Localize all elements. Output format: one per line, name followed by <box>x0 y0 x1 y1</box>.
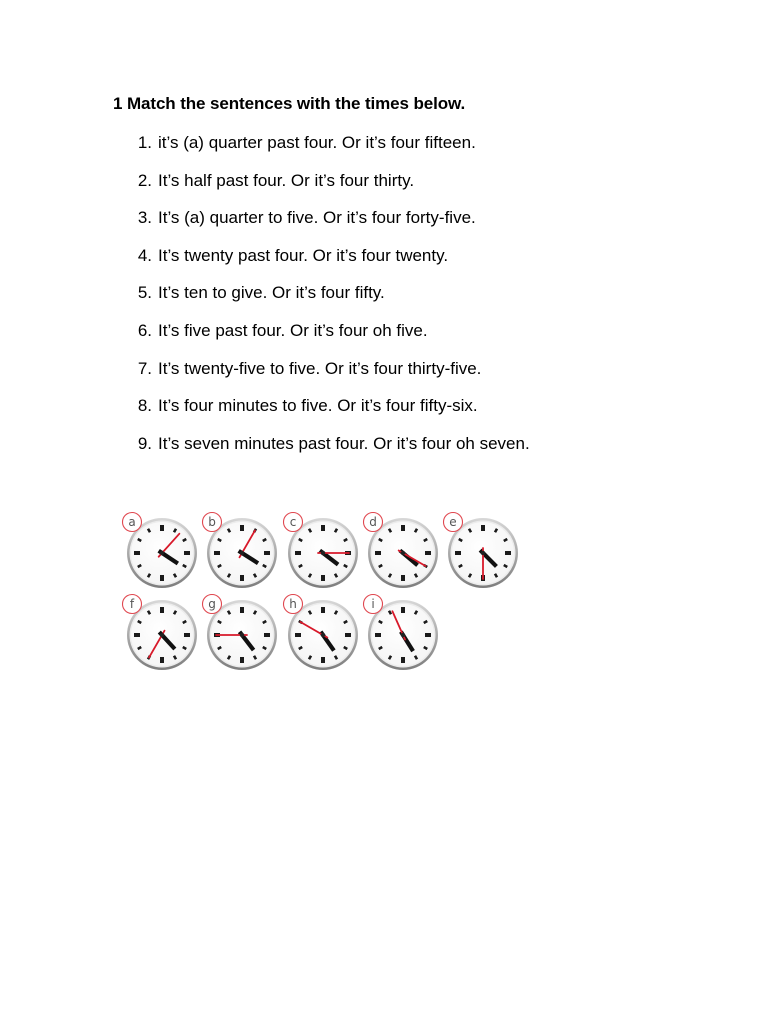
hour-marker <box>495 574 497 577</box>
clock-icon <box>125 515 199 589</box>
center-pin <box>160 551 164 555</box>
clock-icon <box>205 597 279 671</box>
hour-marker <box>174 574 176 577</box>
sentence-text: It’s ten to give. Or it’s four fifty. <box>158 283 385 303</box>
hour-marker <box>174 611 176 614</box>
hour-marker <box>183 621 186 623</box>
hour-marker <box>344 621 347 623</box>
hour-marker <box>309 574 311 577</box>
hour-marker <box>218 647 221 649</box>
hour-marker <box>174 529 176 532</box>
clock-icon <box>125 597 199 671</box>
hour-marker <box>263 621 266 623</box>
center-pin <box>321 633 325 637</box>
center-pin <box>240 551 244 555</box>
sentence-number: 3. <box>137 208 152 228</box>
hour-marker <box>309 529 311 532</box>
exercise-heading: 1 Match the sentences with the times below. <box>113 94 466 113</box>
sentence-number: 5. <box>137 283 152 303</box>
hour-marker <box>263 539 266 541</box>
hour-marker <box>148 529 150 532</box>
hour-marker <box>183 539 186 541</box>
sentence-number: 9. <box>137 433 152 453</box>
center-pin <box>401 633 405 637</box>
center-pin <box>240 633 244 637</box>
hour-marker <box>218 621 221 623</box>
hour-marker <box>389 656 391 659</box>
hour-marker <box>379 621 382 623</box>
sentence-text: it’s (a) quarter past four. Or it’s four fifteen. <box>158 133 476 152</box>
hour-marker <box>389 611 391 614</box>
hour-marker <box>254 656 256 659</box>
sentence-number: 4. <box>137 245 152 265</box>
clock-icon <box>205 515 279 589</box>
hour-marker <box>228 656 230 659</box>
hour-marker <box>344 539 347 541</box>
sentence-text: It’s five past four. Or it’s four oh five. <box>158 320 428 340</box>
clock-a <box>125 515 199 589</box>
center-pin <box>401 551 405 555</box>
hour-marker <box>228 611 230 614</box>
hour-marker <box>415 656 417 659</box>
sentence-number: 1. <box>137 133 152 152</box>
hour-marker <box>335 656 337 659</box>
center-pin <box>481 551 485 555</box>
hour-marker <box>379 647 382 649</box>
hour-marker <box>309 656 311 659</box>
hour-marker <box>254 574 256 577</box>
clock-i <box>366 597 440 671</box>
hour-marker <box>459 539 462 541</box>
hour-marker <box>254 611 256 614</box>
hour-marker <box>424 621 427 623</box>
sentence-text: It’s twenty-five to five. Or it’s four thirty-five. <box>158 358 482 378</box>
hour-marker <box>138 565 141 567</box>
clock-icon <box>286 597 360 671</box>
hour-marker <box>218 539 221 541</box>
hour-marker <box>424 539 427 541</box>
sentence-number: 6. <box>137 320 152 340</box>
center-pin <box>160 633 164 637</box>
sentence-text: It’s (a) quarter to five. Or it’s four forty-five. <box>158 208 476 228</box>
hour-marker <box>335 574 337 577</box>
clock-h <box>286 597 360 671</box>
hour-marker <box>469 574 471 577</box>
hour-marker <box>389 529 391 532</box>
sentence-text: It’s half past four. Or it’s four thirty. <box>158 170 415 190</box>
clock-icon <box>446 515 520 589</box>
hour-marker <box>218 565 221 567</box>
hour-marker <box>344 647 347 649</box>
hour-marker <box>228 529 230 532</box>
hour-marker <box>344 565 347 567</box>
clock-label: f <box>129 597 135 611</box>
hour-marker <box>183 647 186 649</box>
clock-label: g <box>208 597 216 611</box>
hour-marker <box>415 611 417 614</box>
hour-marker <box>459 565 462 567</box>
hour-marker <box>379 539 382 541</box>
hour-marker <box>148 611 150 614</box>
clock-f <box>125 597 199 671</box>
clock-icon <box>286 515 360 589</box>
hour-marker <box>335 611 337 614</box>
clock-label: c <box>289 515 297 529</box>
hour-marker <box>495 529 497 532</box>
hour-marker <box>148 574 150 577</box>
hour-marker <box>263 647 266 649</box>
hour-marker <box>389 574 391 577</box>
hour-marker <box>415 574 417 577</box>
hour-marker <box>299 565 302 567</box>
clock-e <box>446 515 520 589</box>
sentence-text: It’s four minutes to five. Or it’s four fifty-six. <box>158 396 478 416</box>
center-pin <box>321 551 325 555</box>
clock-label: e <box>449 515 457 529</box>
hour-marker <box>469 529 471 532</box>
clock-c <box>286 515 360 589</box>
hour-marker <box>138 539 141 541</box>
sentence-number: 8. <box>137 396 152 416</box>
hour-marker <box>183 565 186 567</box>
clock-icon <box>366 515 440 589</box>
clock-b <box>205 515 279 589</box>
sentence-number: 7. <box>137 358 152 378</box>
hour-marker <box>335 529 337 532</box>
hour-marker <box>309 611 311 614</box>
clock-label: b <box>208 515 216 529</box>
hour-marker <box>504 539 507 541</box>
hour-marker <box>424 647 427 649</box>
clock-icon <box>366 597 440 671</box>
clock-label: a <box>128 515 136 529</box>
sentence-text: It’s seven minutes past four. Or it’s four oh seven. <box>158 433 530 453</box>
sentence-text: It’s twenty past four. Or it’s four twenty. <box>158 245 449 265</box>
sentence-number: 2. <box>137 170 152 190</box>
clock-d <box>366 515 440 589</box>
clock-label: d <box>369 515 377 529</box>
clock-label: h <box>289 597 297 611</box>
hour-marker <box>174 656 176 659</box>
hour-marker <box>504 565 507 567</box>
hour-marker <box>299 647 302 649</box>
hour-marker <box>379 565 382 567</box>
hour-marker <box>138 647 141 649</box>
hour-marker <box>415 529 417 532</box>
hour-marker <box>138 621 141 623</box>
clock-g <box>205 597 279 671</box>
hour-marker <box>299 539 302 541</box>
hour-marker <box>263 565 266 567</box>
hour-marker <box>228 574 230 577</box>
clock-label: i <box>371 597 375 611</box>
